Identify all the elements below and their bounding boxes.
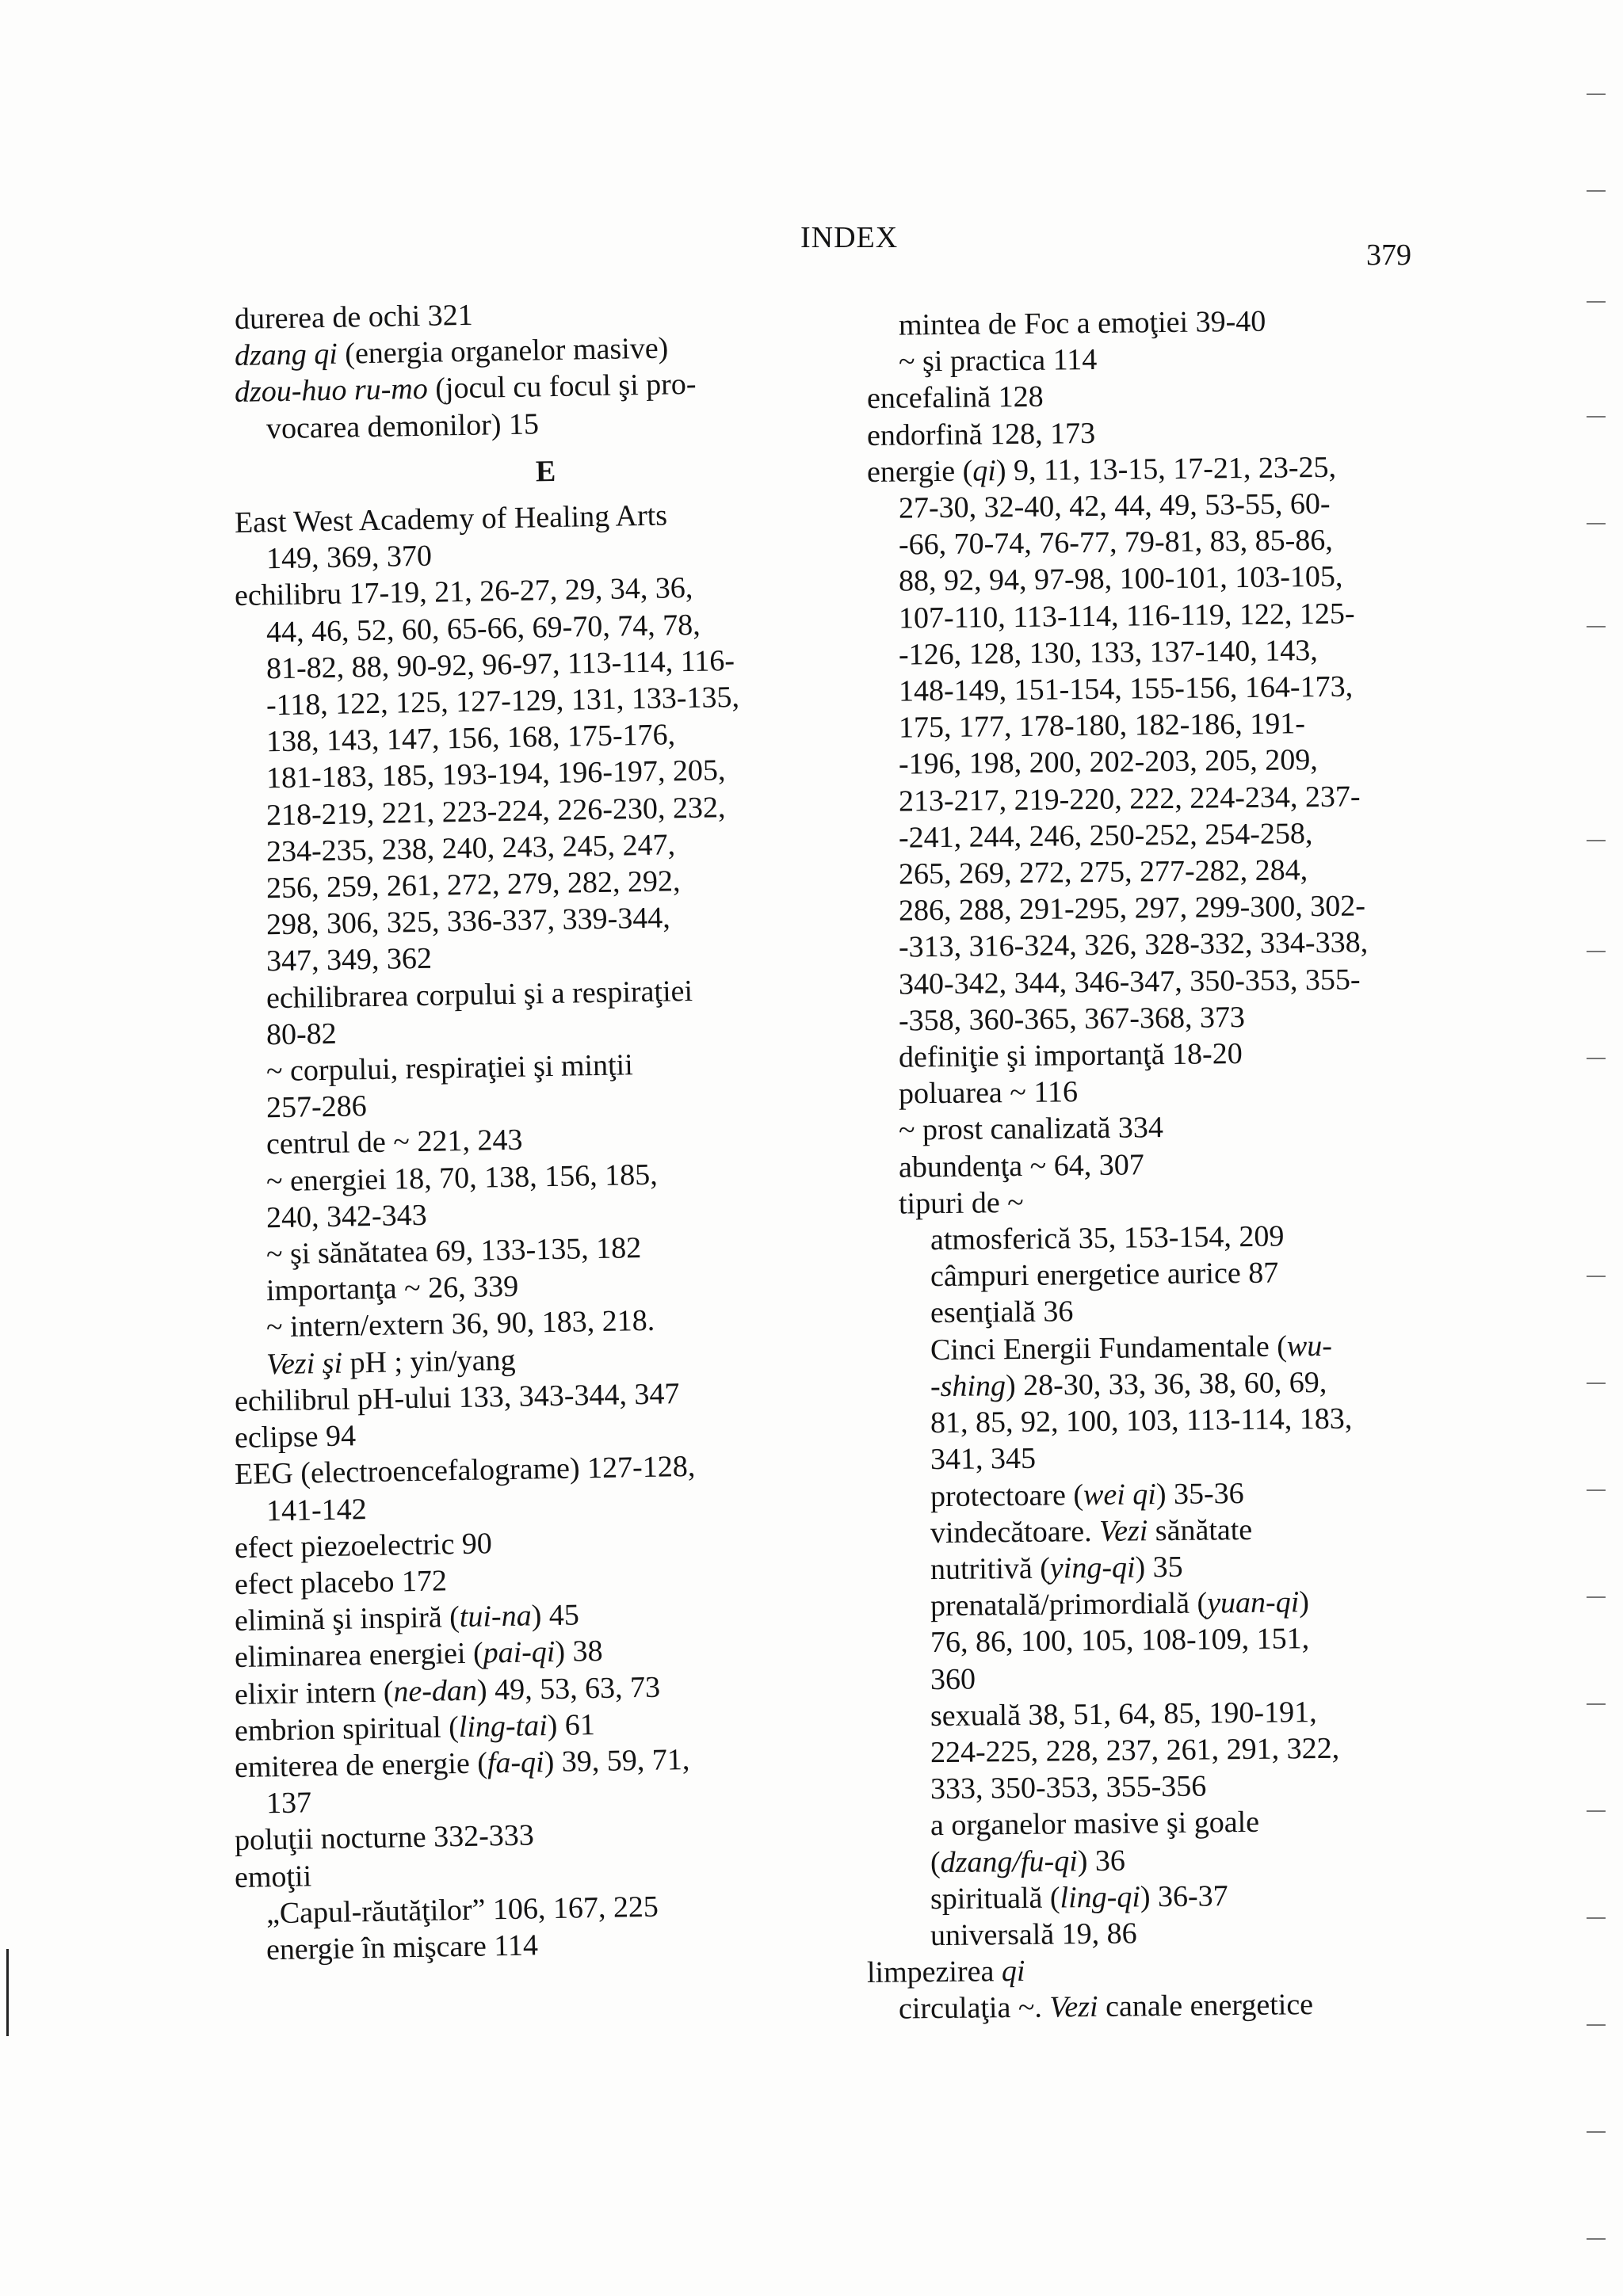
entry-text: 340-342, 344, 346-347, 350-353, 355- [898,963,1361,1001]
entry-text: 76, 86, 100, 105, 108-109, 151, [930,1622,1310,1660]
entry-text: efect piezoelectric 90 [234,1527,493,1565]
index-subentry [867,1400,1422,1443]
italic-term: ne-dan [393,1673,478,1709]
entry-text: centrul de ~ 221, 243 [265,1123,523,1161]
index-entry [867,375,1422,418]
index-subentry [867,777,1422,820]
entry-text: elixir intern ( [234,1675,394,1711]
entry-text: 213-217, 219-220, 222, 224-234, 237- [898,780,1361,818]
index-subentry [867,1143,1422,1186]
entry-text: echilibru 17-19, 21, 26-27, 29, 34, 36, [234,571,693,613]
index-subentry [867,1619,1422,1662]
entry-text: sănătate [1148,1512,1253,1547]
entry-text: endorfină 128, 173 [866,416,1096,452]
entry-text: ~ prost canalizată 334 [898,1111,1164,1148]
italic-term: dzang qi [234,337,338,373]
index-subentry [867,1253,1422,1296]
entry-text: elimină şi inspiră ( [234,1600,460,1638]
index-subentry [867,997,1422,1040]
entry-text: echilibrul pH-ului 133, 343-344, 347 [234,1377,680,1418]
entry-text: sexuală 38, 51, 64, 85, 190-191, [930,1695,1317,1733]
entry-text: atmosferică 35, 153-154, 209 [930,1219,1285,1257]
italic-term: wu- [1286,1329,1333,1363]
entry-text: 218-219, 221, 223-224, 226-230, 232, [265,790,726,832]
entry-text: universală 19, 86 [930,1917,1137,1953]
entry-text: -241, 244, 246, 250-252, 254-258, [898,816,1313,855]
entry-text: 333, 350-353, 355-356 [930,1769,1207,1806]
italic-term: -shing [930,1369,1006,1404]
index-subentry [867,1107,1422,1150]
entry-text: (energia organelor masive) [337,331,669,371]
index-subentry [867,1436,1422,1479]
index-subentry [867,1766,1422,1809]
index-subentry [867,1730,1422,1772]
index-column-left [234,298,837,1969]
entry-text: -313, 316-324, 326, 328-332, 334-338, [898,925,1369,965]
entry-text: ) 38 [555,1634,603,1669]
entry-text: abundenţa ~ 64, 307 [898,1148,1144,1184]
entry-text: durerea de ochi 321 [234,298,474,336]
index-subentry [867,302,1422,345]
entry-text: 88, 92, 94, 97-98, 100-101, 103-105, [898,560,1343,599]
index-subentry [867,887,1422,930]
index-subentry [867,1839,1422,1882]
entry-text: eliminarea energiei ( [234,1636,484,1675]
italic-term: tui-na [459,1599,532,1634]
italic-term: Vezi şi [265,1346,343,1381]
entry-text: ) 28-30, 33, 36, 38, 60, 69, [1005,1365,1327,1403]
index-subentry [867,851,1422,894]
entry-text: 27-30, 32-40, 42, 44, 49, 53-55, 60- [898,486,1331,525]
index-subentry [867,668,1422,711]
entry-text: a organelor masive şi goale [930,1806,1260,1843]
italic-term: ling-tai [458,1708,548,1744]
italic-term: ling-qi [1060,1880,1141,1915]
index-subentry [867,338,1422,381]
entry-text: ( [930,1845,941,1879]
entry-text: tipuri de ~ [898,1185,1024,1221]
entry-text: 80-82 [265,1016,338,1052]
entry-text: ) [1299,1585,1310,1619]
index-column-right [866,304,1422,2028]
entry-text: energie în mişcare 114 [265,1928,539,1967]
entry-text: ~ energiei 18, 70, 138, 156, 185, [265,1158,659,1198]
entry-text: emoţii [234,1859,312,1894]
entry-text: esenţială 36 [930,1295,1074,1330]
index-subentry [867,960,1422,1003]
entry-text: mintea de Foc a emoţiei 39-40 [898,304,1266,342]
letter-heading [235,448,838,495]
index-entry [867,411,1422,454]
index-subentry [867,1547,1422,1589]
index-subentry [867,1070,1422,1113]
index-subentry [867,1583,1422,1626]
entry-text: poluţii nocturne 332-333 [234,1818,535,1858]
index-subentry [867,1509,1422,1552]
index-subentry [867,1290,1422,1333]
entry-text: 256, 259, 261, 272, 279, 282, 292, [265,864,681,906]
entry-text: ~ şi practica 114 [898,343,1098,379]
entry-text: ~ şi sănătatea 69, 133-135, 182 [265,1231,642,1272]
entry-text: 265, 269, 272, 275, 277-282, 284, [898,853,1308,891]
entry-text: ~ corpului, respiraţiei şi minţii [265,1048,634,1089]
italic-term: fa-qi [487,1745,545,1780]
entry-text: 138, 143, 147, 156, 168, 175-176, [265,718,676,759]
index-subentry [867,1326,1422,1369]
entry-text: 81, 85, 92, 100, 103, 113-114, 183, [930,1402,1353,1440]
entry-text: canale energetice [1098,1988,1314,2024]
entry-text: vindecătoare. [930,1514,1100,1550]
entry-text: ) 36 [1077,1844,1126,1878]
index-subentry [867,1985,1422,2028]
entry-text: 181-183, 185, 193-194, 196-197, 205, [265,753,726,795]
entry-text: definiţie şi importanţă 18-20 [898,1037,1243,1074]
entry-text: 107-110, 113-114, 116-119, 122, 125- [898,597,1355,635]
entry-text: ) 36-37 [1140,1878,1228,1914]
entry-text: „Capul-răutăţilor” 106, 167, 225 [265,1890,659,1931]
entry-text: circulaţia ~. [898,1990,1050,2026]
entry-text: efect placebo 172 [234,1564,448,1601]
entry-text: -118, 122, 125, 127-129, 131, 133-135, [265,680,740,723]
index-subentry [867,558,1422,601]
entry-text: 234-235, 238, 240, 243, 245, 247, [265,828,676,869]
entry-text: 257-286 [265,1089,367,1125]
index-subentry [867,924,1422,967]
entry-text: energie ( [866,454,973,489]
entry-text: 360 [930,1662,976,1696]
entry-text: EEG (electroencefalograme) 127-128, [234,1450,696,1492]
entry-text: 149, 369, 370 [265,539,433,576]
entry-text: câmpuri energetice aurice 87 [930,1256,1279,1294]
italic-term: yuan-qi [1206,1585,1300,1620]
entry-text: 175, 177, 178-180, 182-186, 191- [898,707,1306,745]
entry-text: 341, 345 [930,1442,1037,1477]
italic-term: Vezi [1049,1990,1098,2024]
index-subentry [867,1473,1422,1516]
italic-term: dzang/fu-qi [940,1844,1078,1879]
entry-text: ) 61 [547,1707,596,1742]
entry-text: 141-142 [265,1492,367,1527]
index-subentry [867,1180,1422,1223]
entry-text: -358, 360-365, 367-368, 373 [898,1000,1246,1038]
index-subentry [867,1692,1422,1735]
entry-text: echilibrarea corpului şi a respiraţiei [265,974,693,1015]
entry-text: 298, 306, 325, 336-337, 339-344, [265,901,671,942]
italic-term: ying-qi [1049,1550,1136,1585]
index-subentry [867,1875,1422,1918]
entry-text: poluarea ~ 116 [898,1075,1079,1111]
index-subentry [867,1363,1422,1406]
entry-text: ) 9, 11, 13-15, 17-21, 23-25, [995,450,1337,488]
entry-text: -126, 128, 130, 133, 137-140, 143, [898,633,1319,672]
entry-text: 148-149, 151-154, 155-156, 164-173, [898,669,1354,708]
entry-text: emiterea de energie ( [234,1746,488,1784]
index-subentry [867,521,1422,564]
entry-text: -66, 70-74, 76-77, 79-81, 83, 85-86, [898,524,1333,562]
index-subentry [867,1217,1422,1260]
entry-text: ) 35 [1135,1550,1183,1585]
index-subentry [867,1034,1422,1077]
entry-text: embrion spiritual ( [234,1710,460,1748]
entry-text: importanţa ~ 26, 339 [265,1270,519,1308]
index-subentry [867,1656,1422,1699]
entry-text: Cinci Energii Fundamentale ( [930,1329,1288,1367]
scan-edge-marks [1568,0,1623,2296]
entry-text: protectoare ( [930,1478,1084,1513]
index-subentry [867,741,1422,784]
entry-text: limpezirea [866,1955,1002,1990]
index-subentry [867,1802,1422,1845]
page-number: 379 [1366,238,1411,272]
index-subentry [867,1913,1422,1955]
index-subentry [867,814,1422,857]
italic-term: pai-qi [483,1635,556,1670]
entry-text: East West Academy of Healing Arts [234,498,668,540]
italic-term: dzou-huo ru-mo [234,372,429,410]
entry-text: ) 45 [531,1598,580,1633]
entry-text: ) 35-36 [1155,1476,1244,1511]
entry-text: -196, 198, 200, 202-203, 205, 209, [898,743,1319,782]
index-entry [867,1949,1422,1992]
entry-text: spirituală ( [930,1881,1060,1916]
entry-text: E [535,454,556,489]
entry-text: 44, 46, 52, 60, 65-66, 69-70, 74, 78, [265,608,701,649]
entry-text: encefalină 128 [866,380,1044,416]
entry-text: 347, 349, 362 [265,942,433,978]
entry-text: (jocul cu focul şi pro- [427,368,697,406]
italic-term: wei qi [1083,1477,1157,1512]
scan-edge-bar [6,1949,9,2036]
entry-text: 286, 288, 291-295, 297, 299-300, 302- [898,889,1366,928]
index-subentry [867,594,1422,637]
index-entry [867,448,1422,490]
entry-text: vocarea demonilor) 15 [265,406,540,445]
entry-text: 81-82, 88, 90-92, 96-97, 113-114, 116- [265,643,735,686]
entry-text: eclipse 94 [234,1419,357,1455]
index-subentry [867,631,1422,673]
entry-text: 224-225, 228, 237, 261, 291, 322, [930,1731,1340,1770]
italic-term: qi [972,454,997,488]
index-subentry [867,704,1422,747]
entry-text: 240, 342-343 [265,1198,427,1235]
entry-text: ) 49, 53, 63, 73 [476,1670,661,1707]
entry-text: pH ; yin/yang [342,1343,516,1380]
entry-text: ) 39, 59, 71, [544,1742,690,1779]
italic-term: qi [1001,1955,1025,1989]
italic-term: Vezi [1098,1513,1148,1548]
entry-text: nutritivă ( [930,1551,1051,1587]
entry-text: ~ intern/extern 36, 90, 183, 218. [265,1304,655,1344]
running-header: INDEX [800,221,899,254]
index-subentry [867,485,1422,528]
entry-text: prenatală/primordială ( [930,1586,1208,1623]
entry-text: 137 [265,1786,312,1821]
